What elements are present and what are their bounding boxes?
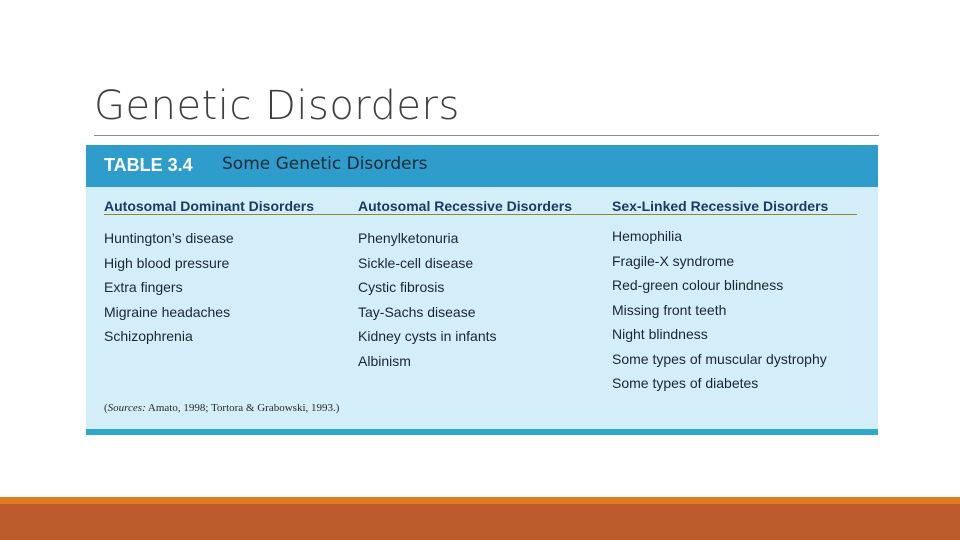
sources-text: Amato, 1998; Tortora & Grabowski, 1993.) bbox=[145, 402, 340, 414]
list-item: Cystic fibrosis bbox=[358, 279, 445, 295]
footer-bar bbox=[0, 504, 960, 540]
list-item: Albinism bbox=[358, 352, 411, 369]
slide-title: Genetic Disorders bbox=[94, 83, 460, 129]
sex-linked-recessive-list bbox=[612, 228, 827, 400]
autosomal-dominant-list bbox=[104, 230, 234, 353]
list-item: Huntington’s disease bbox=[104, 230, 234, 246]
list-item: Red-green colour blindness bbox=[612, 277, 784, 293]
footer-accent-stripe bbox=[0, 497, 960, 504]
list-item: High blood pressure bbox=[104, 254, 230, 271]
list-item: Missing front teeth bbox=[612, 301, 727, 318]
list-item: Extra fingers bbox=[104, 279, 183, 295]
table-header-band bbox=[86, 145, 878, 187]
genetic-disorders-table bbox=[86, 145, 878, 435]
header-underline bbox=[104, 214, 857, 215]
list-item: Sickle-cell disease bbox=[358, 254, 474, 271]
list-item: Tay-Sachs disease bbox=[358, 303, 476, 320]
list-item: Phenylketonuria bbox=[358, 230, 459, 246]
table-caption: Some Genetic Disorders bbox=[222, 154, 428, 174]
sources-label: Sources: bbox=[107, 402, 146, 414]
list-item: Fragile-X syndrome bbox=[612, 252, 735, 269]
column-header-autosomal-recessive: Autosomal Recessive Disorders bbox=[358, 198, 572, 214]
list-item: Kidney cysts in infants bbox=[358, 328, 497, 344]
column-header-autosomal-dominant: Autosomal Dominant Disorders bbox=[104, 198, 315, 214]
sources-open: ( bbox=[104, 402, 108, 414]
list-item: Night blindness bbox=[612, 326, 708, 342]
column-header-sex-linked-recessive: Sex-Linked Recessive Disorders bbox=[612, 198, 829, 214]
list-item: Hemophilia bbox=[612, 228, 683, 244]
table-sources bbox=[104, 402, 339, 414]
autosomal-recessive-list bbox=[358, 230, 497, 377]
list-item: Migraine headaches bbox=[104, 303, 231, 320]
list-item: Some types of diabetes bbox=[612, 375, 759, 391]
table-number: TABLE 3.4 bbox=[104, 155, 193, 175]
title-divider bbox=[94, 135, 879, 136]
list-item: Schizophrenia bbox=[104, 328, 193, 344]
list-item: Some types of muscular dystrophy bbox=[612, 350, 827, 367]
